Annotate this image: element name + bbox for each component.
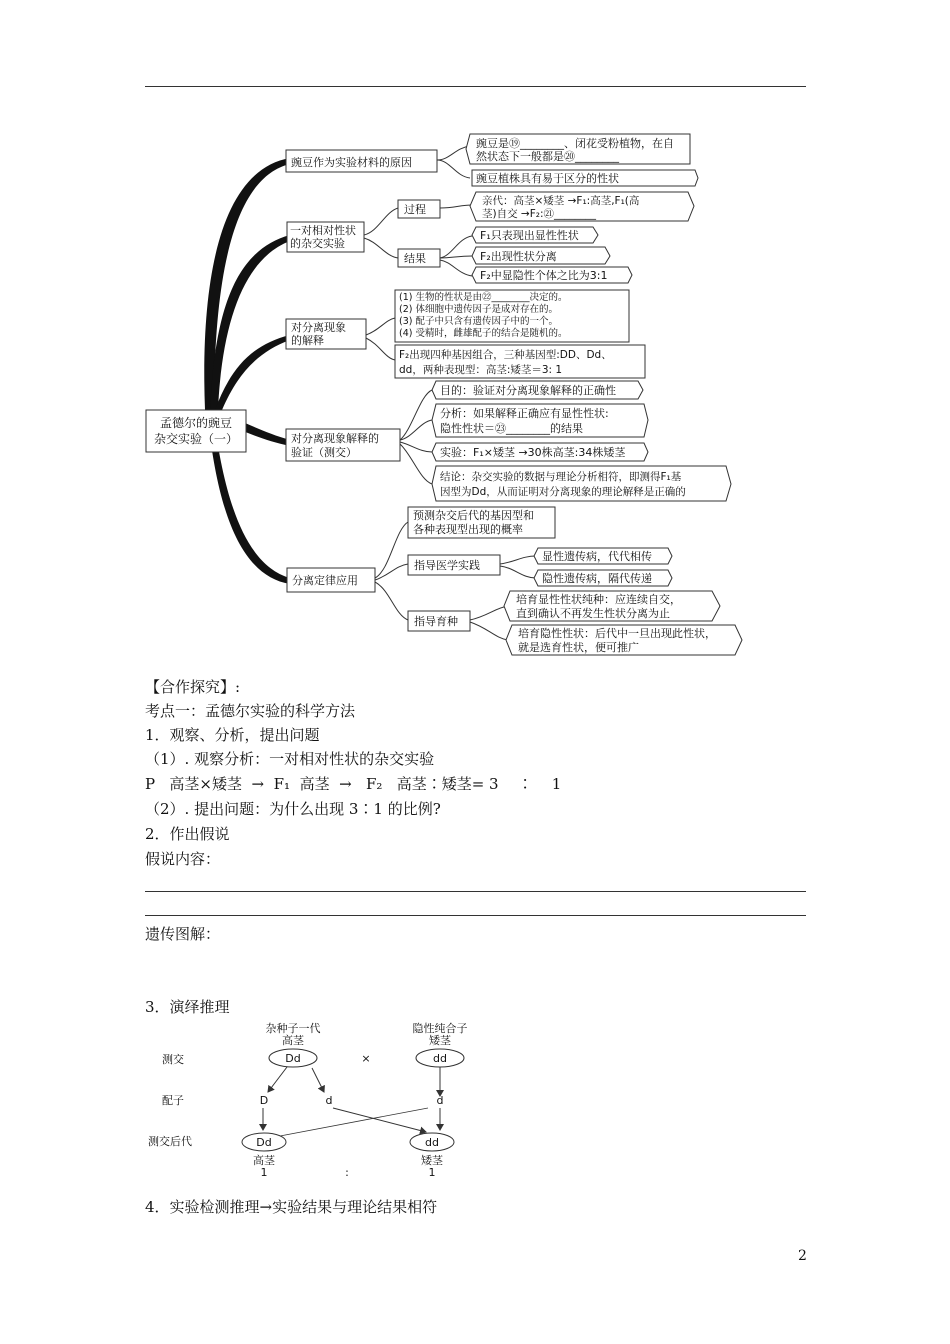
- branch-2-result-2: F₂出现性状分离: [480, 250, 557, 263]
- offspring2-genotype: dd: [425, 1136, 439, 1149]
- branch-5-leaf3: 指导育种: [414, 615, 458, 628]
- branch-4-leaf2-line1: 分析：如果解释正确应有显性性状:: [440, 407, 609, 420]
- step-1a: （1）. 观察分析：一对相对性状的杂交实验: [145, 750, 435, 768]
- step-1c: （2）. 提出问题：为什么出现 3∶1 的比例?: [145, 800, 441, 818]
- branch-3-leaf1-line3: (3) 配子中只含有遗传因子中的一个。: [399, 316, 558, 327]
- branch-2-process-leaf-line2: 茎)自交 →F₂:㉑________: [482, 208, 597, 220]
- branch-4-label-line2: 验证（测交）: [291, 446, 357, 459]
- ratio-2: 1: [428, 1166, 436, 1179]
- branch-2-label-line2: 的杂交实验: [290, 237, 345, 250]
- branch-1-label: 豌豆作为实验材料的原因: [291, 156, 412, 169]
- branch-4-leaf4-line2: 因型为Dd，从而证明对分离现象的理论解释是正确的: [440, 486, 686, 498]
- parent1-line1: 杂种子一代: [265, 1022, 321, 1035]
- branch-5-label: 分离定律应用: [292, 574, 358, 587]
- parent1-line2: 高茎: [282, 1034, 304, 1047]
- parent2-line1: 隐性纯合子: [412, 1022, 468, 1035]
- branch-2-result-3: F₂中显隐性个体之比为3:1: [480, 269, 608, 282]
- branch-5-leaf3b-line2: 就是选育性状，便可推广: [518, 641, 639, 654]
- cross-sign: ×: [361, 1052, 371, 1065]
- parent2-line2: 矮茎: [429, 1034, 451, 1047]
- branch-5-leaf2a: 显性遗传病，代代相传: [542, 550, 652, 563]
- branch-1-leaf1-line1: 豌豆是⑲________、闭花受粉植物，在自: [476, 137, 674, 150]
- parent2-genotype: dd: [433, 1052, 447, 1065]
- step-2: 2．作出假说: [145, 825, 230, 843]
- branch-5-leaf3a-line1: 培育显性性状纯种：应连续自交，: [516, 593, 681, 606]
- branch-3-leaf1-line1: (1) 生物的性状是由㉒________决定的。: [399, 292, 568, 303]
- genetic-diagram-label: 遗传图解：: [145, 925, 221, 943]
- branch-3-leaf2-line2: dd，两种表现型：高茎:矮茎＝3: 1: [399, 364, 563, 376]
- offspring1-phenotype: 高茎: [253, 1154, 275, 1167]
- ratio-separator: :: [345, 1166, 349, 1179]
- branch-4-label-line1: 对分离现象解释的: [291, 432, 379, 445]
- testcross-diagram: [0, 1020, 950, 1180]
- branch-4-leaf3: 实验：F₁×矮茎 →30株高茎:34株矮茎: [440, 446, 626, 459]
- branch-3-leaf1-line4: (4) 受精时，雌雄配子的结合是随机的。: [399, 328, 568, 339]
- branch-3-label-line1: 对分离现象: [291, 321, 346, 334]
- branch-3-label-line2: 的解释: [291, 334, 324, 347]
- branch-2-process-leaf-line1: 亲代：高茎×矮茎 →F₁:高茎,F₁(高: [482, 195, 640, 207]
- branch-1-leaf1-line2: 然状态下一般都是⑳________: [476, 150, 619, 163]
- gamete-d-2: d: [436, 1094, 444, 1107]
- branch-3-leaf2-line1: F₂出现四种基因组合，三种基因型:DD、Dd、: [399, 349, 612, 361]
- branch-1-leaf2: 豌豆植株具有易于区分的性状: [476, 172, 619, 185]
- branch-2-process: 过程: [404, 203, 426, 216]
- row-label-gametes: 配子: [162, 1094, 184, 1107]
- page-number: 2: [798, 1248, 807, 1264]
- branch-2-result: 结果: [404, 252, 426, 265]
- mindmap-branches: [204, 158, 290, 584]
- section-heading: 【合作探究】:: [145, 678, 241, 696]
- gamete-D: D: [259, 1094, 269, 1107]
- branch-3-leaf1-line2: (2) 体细胞中遗传因子是成对存在的。: [399, 304, 558, 315]
- branch-5-leaf3b-line1: 培育隐性性状：后代中一旦出现此性状，: [518, 627, 716, 640]
- answer-line-2: [145, 915, 806, 916]
- branch-5-leaf2b: 隐性遗传病，隔代传递: [542, 572, 652, 585]
- hypothesis-label: 假说内容：: [145, 850, 221, 868]
- offspring1-genotype: Dd: [256, 1136, 272, 1149]
- branch-5-leaf1-line2: 各种表现型出现的概率: [413, 523, 523, 536]
- branch-2-result-1: F₁只表现出显性性状: [480, 229, 579, 242]
- branch-4-leaf1: 目的：验证对分离现象解释的正确性: [440, 384, 616, 397]
- step-3: 3．演绎推理: [145, 998, 230, 1016]
- mindmap-root-line1: 孟德尔的豌豆: [159, 416, 233, 430]
- branch-4-leaf2-line2: 隐性性状＝㉓________的结果: [440, 422, 583, 435]
- offspring2-phenotype: 矮茎: [421, 1154, 443, 1167]
- branch-5-leaf2: 指导医学实践: [414, 559, 480, 572]
- branch-2-label-line1: 一对相对性状: [290, 224, 356, 237]
- step-1: 1．观察、分析，提出问题: [145, 726, 320, 744]
- row-label-offspring: 测交后代: [148, 1135, 192, 1148]
- branch-4-leaf4-line1: 结论：杂交实验的数据与理论分析相符，即测得F₁基: [440, 471, 682, 483]
- branch-5-leaf1-line1: 预测杂交后代的基因型和: [413, 509, 534, 522]
- step-1b: P 高茎×矮茎 → F₁ 高茎 → F₂ 高茎∶矮茎= 3 ∶ 1: [145, 775, 562, 793]
- parent1-genotype: Dd: [285, 1052, 301, 1065]
- branch-5-leaf3a-line2: 直到确认不再发生性状分离为止: [516, 607, 670, 620]
- answer-line-1: [145, 891, 806, 892]
- ratio-1: 1: [260, 1166, 268, 1179]
- gamete-d-1: d: [325, 1094, 333, 1107]
- kaodian-title: 考点一：孟德尔实验的科学方法: [145, 702, 356, 720]
- mindmap-root-line2: 杂交实验（一）: [153, 432, 239, 446]
- row-label-testcross: 测交: [162, 1053, 184, 1066]
- step-4: 4．实验检测推理→实验结果与理论结果相符: [145, 1198, 438, 1216]
